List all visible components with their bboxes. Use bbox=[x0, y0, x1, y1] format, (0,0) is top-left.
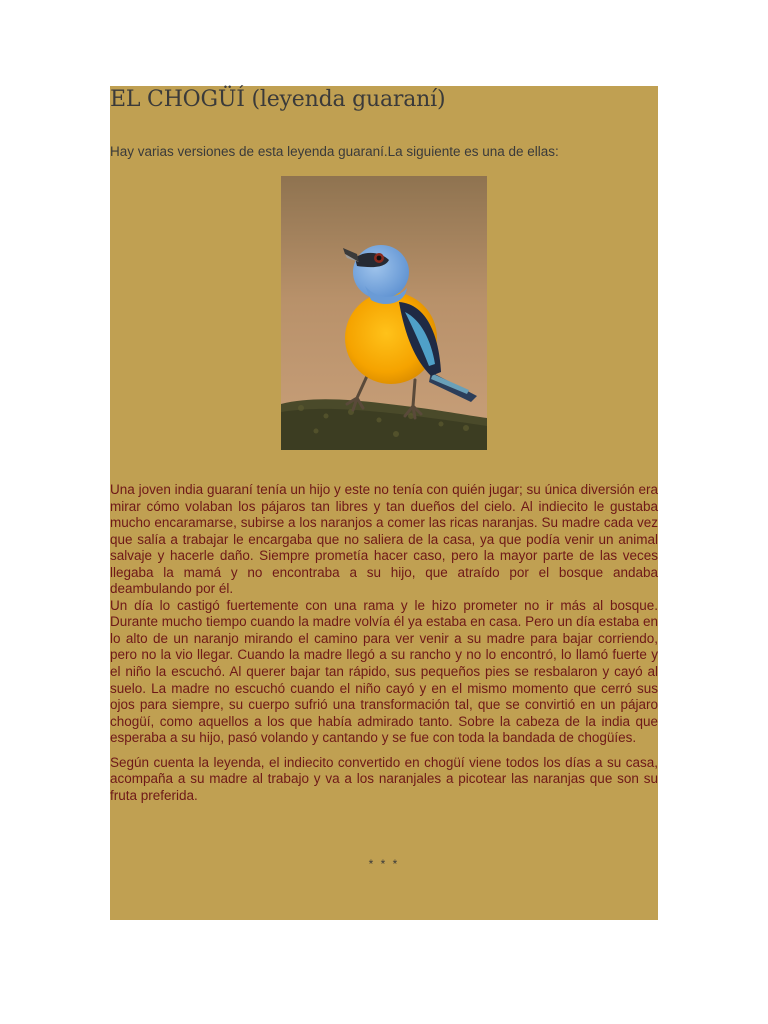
document-title: EL CHOGÜÍ (leyenda guaraní) bbox=[110, 87, 446, 112]
document-page bbox=[110, 86, 658, 920]
story-text bbox=[110, 482, 658, 804]
chogui-bird-photo bbox=[281, 176, 487, 450]
intro-text: Hay varias versiones de esta leyenda guaraní.La siguiente es una de ellas: bbox=[110, 144, 559, 159]
story-paragraph: Un día lo castigó fuertemente con una rama y le hizo prometer no ir más al bosque. Durante mucho tiempo cuando la madre volvía él ya estaba en casa. Pero un día estaba en lo alto de un naranjo mirando el camino para ver venir a su madre para bajar corriendo, pero no la vio llegar. Cuando la madre llegó a su rancho y no lo encontró, lo llamó fuerte y el niño la escuchó. Al querer bajar tan rápido, sus pequeños pies se resbalaron y cayó al suelo. La madre no escuchó cuando el niño cayó y en el mismo momento que cerró sus ojos para siempre, su cuerpo sufrió una transformación tal, que se convirtió en un pájaro chogüí, como aquellos a los que había admirado tanto. Sobre la cabeza de la india que esperaba a su hijo, pasó volando y cantando y se fue con toda la bandada de chogüíes. bbox=[110, 597, 658, 746]
story-paragraph: Una joven india guaraní tenía un hijo y este no tenía con quién jugar; su única diversión era mirar cómo volaban los pájaros tan libres y tan dueños del cielo. Al indiecito le gustaba mucho encaramarse, subirse a los naranjos a comer las ricas naranjas. Su madre cada vez que salía a trabajar le encargaba que no saliera de la casa, ya que podía venir un animal salvaje y hacerle daño. Siempre prometía hacer caso, pero la mayor parte de las veces llegaba la mamá y no encontraba a su hijo, que atraído por el bosque andaba deambulando por él. bbox=[110, 482, 658, 597]
section-separator: * * * bbox=[368, 857, 400, 871]
story-paragraph: Según cuenta la leyenda, el indiecito convertido en chogüí viene todos los días a su casa, acompaña a su madre al trabajo y va a los naranjales a picotear las naranjas que son su fruta preferida. bbox=[110, 754, 658, 803]
